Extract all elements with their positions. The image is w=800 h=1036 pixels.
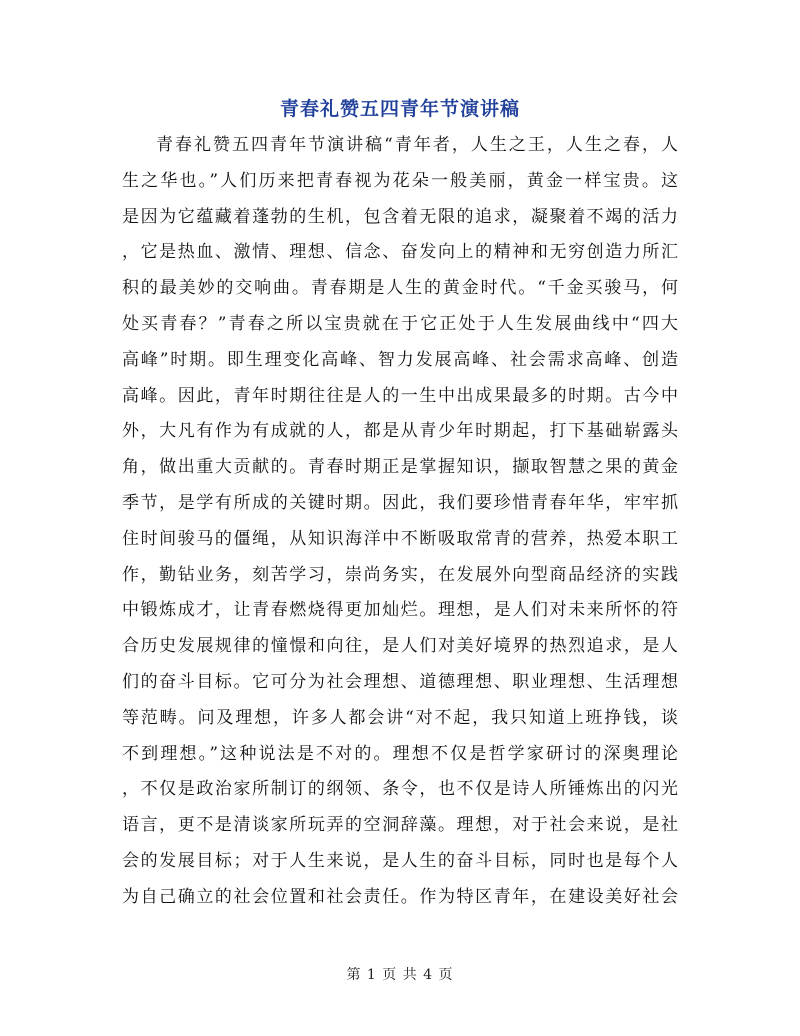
- body-line-19: ，不仅是政治家所制订的纲领、条令，也不仅是诗人所锤炼出的闪光: [122, 779, 678, 800]
- page-footer: 第 1 页 共 4 页: [346, 967, 454, 983]
- document-title: 青春礼赞五四青年节演讲稿: [279, 98, 520, 120]
- body-line-9: 外，大凡有作为有成就的人，都是从青少年时期起，打下基础崭露头: [122, 421, 678, 442]
- body-line-3: 是因为它蕴藏着蓬勃的生机，包含着无限的追求，凝聚着不竭的活力: [122, 206, 678, 227]
- body-line-11: 季节，是学有所成的关键时期。因此，我们要珍惜青春年华，牢牢抓: [122, 492, 678, 513]
- body-line-6: 处买青春？”青春之所以宝贵就在于它正处于人生发展曲线中“四大: [122, 313, 678, 334]
- body-line-4: ，它是热血、激情、理想、信念、奋发向上的精神和无穷创造力所汇: [122, 242, 678, 263]
- body-line-17: 等范畴。问及理想，许多人都会讲“对不起，我只知道上班挣钱，谈: [122, 707, 678, 728]
- body-line-16: 们的奋斗目标。它可分为社会理想、道德理想、职业理想、生活理想: [122, 671, 678, 692]
- body-line-14: 中锻炼成才，让青春燃烧得更加灿烂。理想，是人们对未来所怀的符: [122, 600, 678, 621]
- body-line-20: 语言，更不是清谈家所玩弄的空洞辞藻。理想，对于社会来说，是社: [122, 815, 678, 836]
- body-line-8: 高峰。因此，青年时期往往是人的一生中出成果最多的时期。古今中: [122, 385, 678, 406]
- document-body: [122, 128, 678, 916]
- body-line-7: 高峰”时期。即生理变化高峰、智力发展高峰、社会需求高峰、创造: [122, 349, 678, 370]
- body-line-13: 作，勤钻业务，刻苦学习，崇尚务实，在发展外向型商品经济的实践: [122, 564, 678, 585]
- body-line-15: 合历史发展规律的憧憬和向往，是人们对美好境界的热烈追求，是人: [122, 636, 678, 657]
- body-line-21: 会的发展目标；对于人生来说，是人生的奋斗目标，同时也是每个人: [122, 850, 678, 871]
- body-line-22: 为自己确立的社会位置和社会责任。作为特区青年，在建设美好社会: [122, 886, 678, 907]
- body-line-2: 生之华也。”人们历来把青春视为花朵一般美丽，黄金一样宝贵。这: [122, 170, 678, 191]
- body-line-12: 住时间骏马的僵绳，从知识海洋中不断吸取常青的营养，热爱本职工: [122, 528, 678, 549]
- body-line-10: 角，做出重大贡献的。青春时期正是掌握知识，撷取智慧之果的黄金: [122, 457, 678, 478]
- body-line-18: 不到理想。”这种说法是不对的。理想不仅是哲学家研讨的深奥理论: [122, 743, 678, 764]
- body-line-1: 青春礼赞五四青年节演讲稿“青年者，人生之王，人生之春，人: [156, 135, 678, 155]
- body-line-5: 积的最美妙的交响曲。青春期是人生的黄金时代。“千金买骏马，何: [122, 278, 678, 299]
